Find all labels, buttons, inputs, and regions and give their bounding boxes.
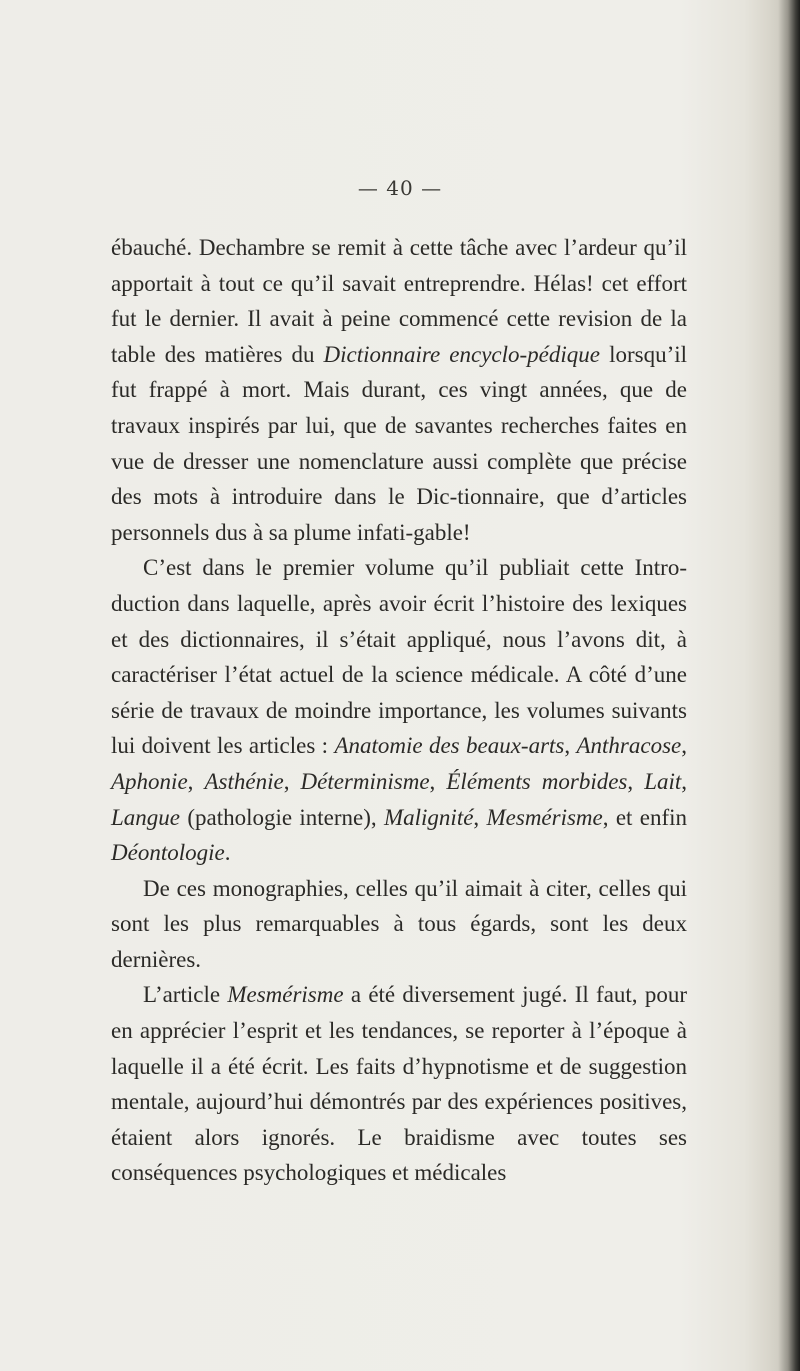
- text-run: (pathologie interne),: [180, 804, 384, 830]
- text-run: lorsqu’il fut frappé à mort. Mais durant, ces vingt années, que de travaux inspirés par lui, que de savantes recherches faites en vue de dresser une nomenclature aussi complète que précise des mots à introduire dans le Dic-tionnaire, que d’articles personnels dus à sa plume infati-gable!: [111, 341, 688, 545]
- italic-term: Dictionnaire encyclo-pédique: [323, 341, 600, 367]
- text-run: a été diversement jugé. Il faut, pour en apprécier l’esprit et les tendances, se reporter à l’époque à laquelle il a été écrit. Les faits d’hypnotisme et de suggestion mentale, aujourd’hui démontrés par des expériences positives, étaient alors ignorés. Le braidisme avec toutes ses conséquences psychologiques et médicales: [111, 982, 687, 1186]
- paragraph: [111, 230, 687, 550]
- italic-term: Mesmérisme: [486, 804, 603, 830]
- text-run: De ces monographies, celles qu’il aimait à citer, celles qui sont les plus remarquables à tous égards, sont les deux dernières.: [111, 875, 687, 972]
- paragraph: [111, 550, 687, 870]
- text-run: .: [224, 840, 231, 866]
- page-edge-shadow: [778, 0, 800, 1371]
- text-run: L’article: [143, 982, 228, 1008]
- italic-term: Déterminisme: [300, 768, 430, 794]
- italic-term: Mesmérisme: [227, 982, 344, 1008]
- italic-term: Malignité: [383, 804, 474, 830]
- italic-term: Déontologie: [111, 840, 225, 866]
- text-run: ,: [681, 768, 688, 794]
- italic-term: Aphonie: [111, 768, 188, 794]
- text-run: C’est dans le premier volume qu’il publiait cette Intro-duction dans laquelle, après avoir écrit l’histoire des lexiques et des dictionnaires, il s’était appliqué, nous l’avons dit, à caractériser l’état actuel de la science médicale. A côté d’une série de travaux de moindre importance, les volumes suivants lui doivent les articles :: [111, 555, 687, 759]
- text-run: ,: [473, 804, 487, 830]
- text-run: ,: [627, 768, 645, 794]
- text-run: ,: [681, 733, 687, 759]
- italic-term: Asthénie: [204, 768, 284, 794]
- text-run: ébauché. Dechambre se remit à cette tâche avec l’ardeur qu’il apportait à tout ce qu’il savait entreprendre. Hélas! cet effort fut le dernier. Il avait à peine commencé cette revision de la table des matières du: [111, 235, 687, 367]
- paragraph: [111, 977, 687, 1191]
- italic-term: Éléments morbides: [446, 768, 628, 794]
- italic-term: Lait: [644, 768, 682, 794]
- text-run: ,: [187, 768, 205, 794]
- paragraph: [111, 871, 687, 978]
- page-number: — 40 —: [357, 176, 443, 200]
- italic-term: Langue: [111, 804, 180, 830]
- text-run: , et enfin: [602, 804, 688, 830]
- body-text: [111, 230, 687, 1191]
- text-run: ,: [429, 768, 447, 794]
- italic-term: Anthracose: [576, 733, 682, 759]
- text-run: ,: [283, 768, 301, 794]
- italic-term: Anatomie des beaux-arts: [334, 733, 565, 759]
- text-run: ,: [564, 733, 577, 759]
